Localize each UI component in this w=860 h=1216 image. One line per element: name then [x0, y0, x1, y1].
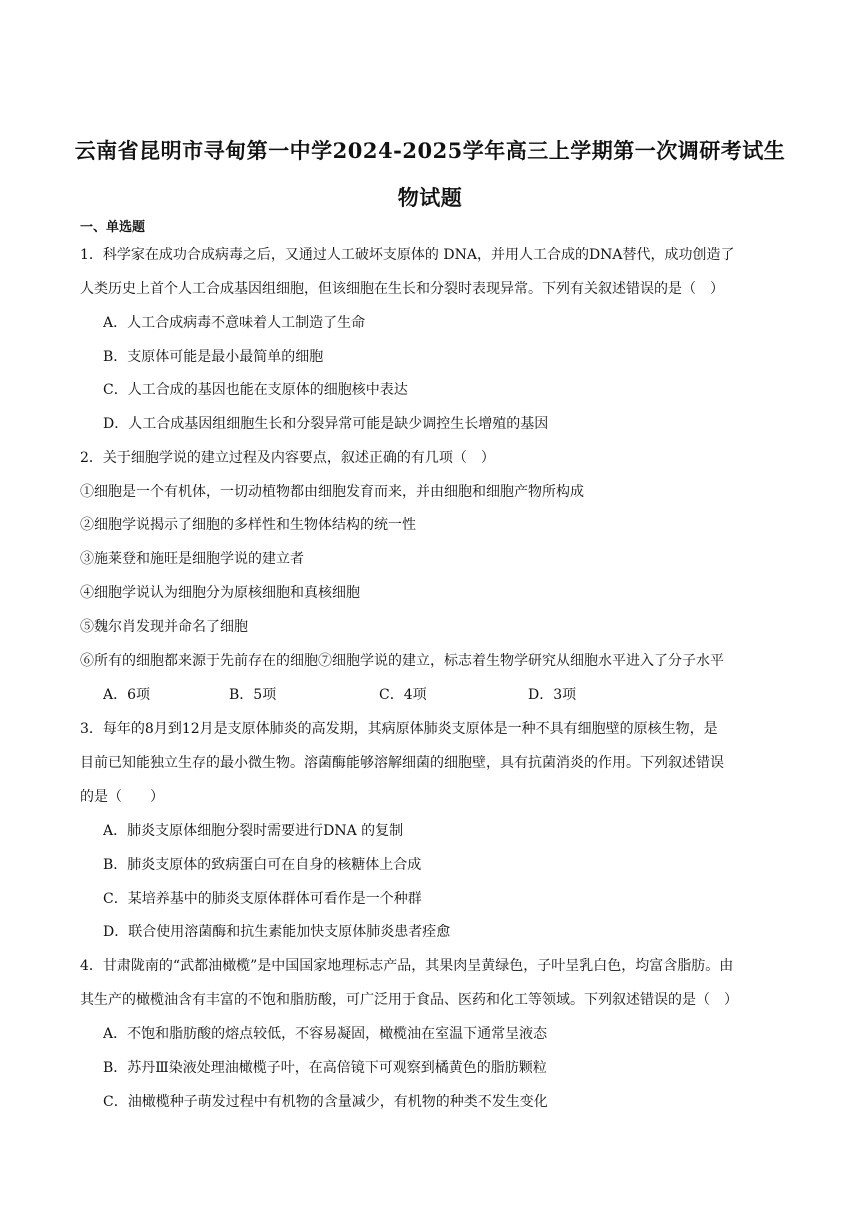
q4-stem-line2: 其生产的橄榄油含有丰富的不饱和脂肪酸，可广泛用于食品、医药和化工等领域。下列叙述错误的是（ ） — [80, 992, 738, 1008]
q2-option-a: A．6项 — [103, 687, 151, 703]
q3-stem-line1: 3．每年的8月到12月是支原体肺炎的高发期，其病原体肺炎支原体是一种不具有细胞壁的原核生物，是 — [80, 721, 718, 737]
document-title-line1: 云南省昆明市寻甸第一中学2024-2025学年高三上学期第一次调研考试生 — [74, 138, 786, 163]
q2-item-2: ②细胞学说揭示了细胞的多样性和生物体结构的统一性 — [80, 517, 416, 533]
q3-stem-line2: 目前已知能独立生存的最小微生物。溶菌酶能够溶解细菌的细胞壁，具有抗菌消炎的作用。下列叙述错误 — [80, 755, 724, 771]
section-heading: 一、单选题 — [80, 220, 146, 235]
q2-option-b: B．5项 — [229, 687, 277, 703]
q1-option-d: D．人工合成基因组细胞生长和分裂异常可能是缺少调控生长增殖的基因 — [103, 416, 549, 432]
q3-option-a: A．肺炎支原体细胞分裂时需要进行DNA 的复制 — [103, 823, 404, 839]
q1-stem-line1: 1．科学家在成功合成病毒之后，又通过人工破坏支原体的 DNA，并用人工合成的DNA替代，成功创造了 — [80, 247, 735, 263]
q4-option-c: C．油橄榄种子萌发过程中有机物的含量减少，有机物的种类不发生变化 — [103, 1094, 548, 1110]
q2-item-3: ③施莱登和施旺是细胞学说的建立者 — [80, 551, 304, 567]
q3-option-b: B．肺炎支原体的致病蛋白可在自身的核糖体上合成 — [103, 857, 422, 873]
document-title-line2: 物试题 — [397, 185, 463, 210]
q2-item-5: ⑤魏尔肖发现并命名了细胞 — [80, 619, 248, 635]
q2-option-c: C．4项 — [379, 687, 427, 703]
q1-option-b: B．支原体可能是最小最简单的细胞 — [103, 349, 324, 365]
q4-option-a: A．不饱和脂肪酸的熔点较低，不容易凝固，橄榄油在室温下通常呈液态 — [103, 1026, 548, 1042]
q4-stem-line1: 4．甘肃陇南的“武都油橄榄”是中国国家地理标志产品，其果肉呈黄绿色，子叶呈乳白色，均富含脂肪。由 — [80, 958, 734, 974]
q3-option-c: C．某培养基中的肺炎支原体群体可看作是一个种群 — [103, 891, 422, 907]
q2-item-4: ④细胞学说认为细胞分为原核细胞和真核细胞 — [80, 585, 360, 601]
q3-stem-line3: 的是（ ） — [80, 789, 164, 805]
q1-stem-line2: 人类历史上首个人工合成基因组细胞，但该细胞在生长和分裂时表现异常。下列有关叙述错误的是（ ） — [80, 281, 724, 297]
q4-option-b: B．苏丹Ⅲ染液处理油橄榄子叶，在高倍镜下可观察到橘黄色的脂肪颗粒 — [103, 1060, 547, 1076]
q2-item-1: ①细胞是一个有机体，一切动植物都由细胞发育而来，并由细胞和细胞产物所构成 — [80, 484, 584, 500]
q2-option-d: D．3项 — [528, 687, 577, 703]
q2-stem: 2．关于细胞学说的建立过程及内容要点，叙述正确的有几项（ ） — [80, 450, 495, 466]
q1-option-c: C．人工合成的基因也能在支原体的细胞核中表达 — [103, 382, 408, 398]
q3-option-d: D．联合使用溶菌酶和抗生素能加快支原体肺炎患者痊愈 — [103, 924, 451, 940]
q2-item-6: ⑥所有的细胞都来源于先前存在的细胞⑦细胞学说的建立，标志着生物学研究从细胞水平进入了分子水平 — [80, 653, 724, 669]
q1-option-a: A．人工合成病毒不意味着人工制造了生命 — [103, 315, 366, 331]
